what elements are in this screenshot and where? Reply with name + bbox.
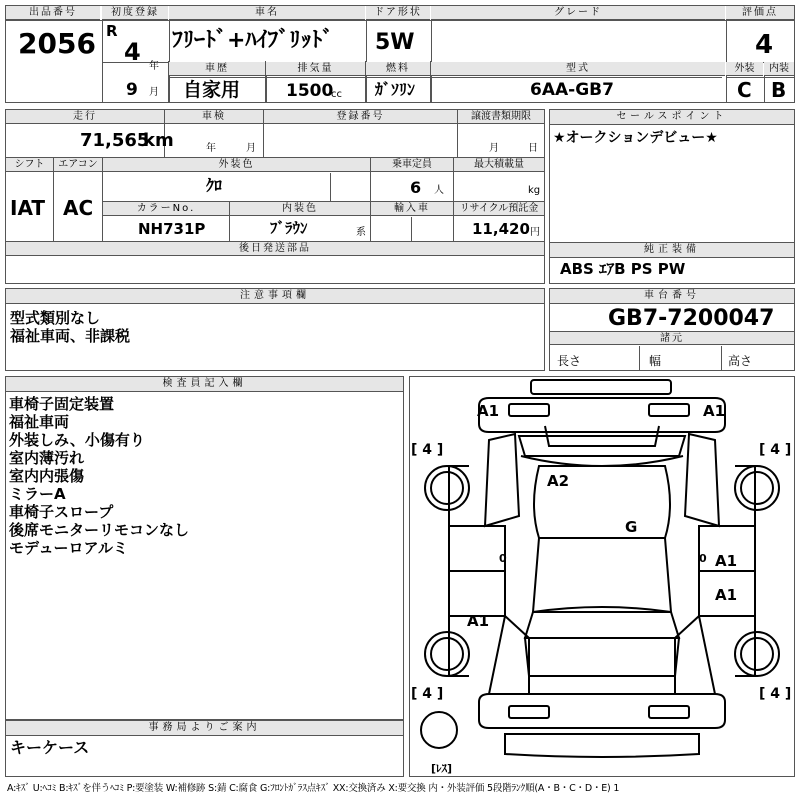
tire-tread: [ 4 ] [759, 442, 792, 458]
ac-label: エアコン [54, 158, 102, 172]
era: R [106, 22, 118, 40]
damage-mark: A1 [477, 402, 500, 420]
int-grade: B [771, 78, 787, 102]
lot-number: 2056 [18, 27, 96, 60]
int-label: 内装 [764, 62, 794, 76]
note-line: 福祉車両、非課税 [10, 327, 131, 345]
car-history: 自家用 [183, 79, 241, 101]
office-label: 事務局よりご案内 [6, 721, 403, 736]
mileage-unit: km [143, 130, 174, 151]
first-reg-label: 初度登録 [102, 6, 168, 20]
disp-label: 排気量 [266, 62, 365, 76]
office-text: キーケース [10, 738, 90, 757]
damage-mark: A1 [703, 402, 726, 420]
month-unit: 月 [149, 87, 159, 98]
fuel-label: 燃料 [366, 62, 430, 76]
displacement: 1500 [286, 81, 334, 101]
inspector-line: モデューロアルミ [9, 539, 128, 557]
color-number: NH731P [138, 220, 206, 238]
transfer-month: 月 [489, 143, 499, 154]
damage-mark: A2 [547, 472, 570, 490]
recycle-unit: 円 [530, 227, 540, 238]
inspector-line: 福祉車両 [9, 413, 70, 431]
mileage-label: 走行 [6, 110, 164, 124]
chassis-number: GB7-7200047 [608, 306, 775, 331]
zero-mark: 0 [499, 552, 507, 565]
mileage: 71,565 [80, 130, 150, 151]
fuel: ｶﾞｿﾘﾝ [375, 80, 416, 99]
spare-tire-text: [ﾚｽ] [431, 762, 453, 775]
tire-tread: [ 4 ] [411, 442, 444, 458]
air-conditioner: AC [63, 196, 94, 220]
inspector-line: 室内薄汚れ [9, 449, 85, 467]
model-label: 型式 [431, 62, 725, 76]
width-label: 幅 [649, 354, 662, 368]
inspect-year: 年 [206, 143, 216, 154]
later-parts-label: 後日発送部品 [6, 242, 544, 256]
score-label: 評価点 [726, 6, 794, 20]
inspect-label: 車検 [165, 110, 263, 124]
damage-mark: A1 [715, 552, 738, 570]
plate-label: 登録番号 [264, 110, 457, 124]
load-label: 最大積載量 [454, 158, 544, 172]
tire-tread: [ 4 ] [411, 686, 444, 702]
inspector-line: 室内内張傷 [9, 467, 85, 485]
transfer-label: 譲渡書類期限 [458, 110, 544, 124]
lot-label: 出品番号 [6, 6, 100, 20]
equipment-items: ABS ｴｱB PS PW [560, 260, 686, 278]
note-line: 型式類別なし [10, 309, 101, 327]
transfer-day: 日 [528, 143, 538, 154]
color-label: 外装色 [103, 158, 370, 172]
exterior-color: ｸﾛ [206, 176, 223, 195]
inspector-line: 車椅子スロープ [9, 503, 114, 521]
recycle-label: リサイクル預託金 [454, 202, 544, 216]
reg-year: 4 [124, 38, 141, 66]
notes-label: 注意事項欄 [6, 289, 544, 304]
inspect-month: 月 [246, 143, 256, 154]
tire-tread: [ 4 ] [759, 686, 792, 702]
recycle-fee: 11,420 [472, 220, 530, 238]
inspector-line: 外装しみ、小傷有り [9, 431, 145, 449]
legend: A:ｷｽﾞ U:ﾍｺﾐ B:ｷｽﾞを伴うﾍｺﾐ P:要塗装 W:補修跡 S:錆 C:腐食 G:ﾌﾛﾝﾄｶﾞﾗｽ点ｷｽﾞ XX:交換済み X:要交換 内・外装評価 5段階ﾗﾝｸ順(A・B・C・D・E) 1 [7, 783, 620, 794]
dims-label: 諸元 [550, 331, 794, 345]
damage-mark: A1 [467, 612, 490, 630]
height-label: 高さ [728, 354, 753, 368]
damage-mark: A1 [715, 586, 738, 604]
car-name: ﾌﾘｰﾄﾞ+ﾊｲﾌﾞﾘｯﾄﾞ [172, 28, 334, 53]
shift-label: シフト [6, 158, 53, 172]
year-unit: 年 [149, 61, 159, 72]
disp-unit: cc [331, 89, 342, 100]
interior-color: ﾌﾞﾗｳﾝ [270, 219, 308, 237]
car-name-label: 車名 [169, 6, 365, 20]
inspector-label: 検査員記入欄 [6, 377, 403, 392]
capacity: 6 [410, 178, 422, 197]
length-label: 長さ [557, 354, 582, 368]
load-unit: kg [528, 185, 541, 196]
capacity-unit: 人 [434, 185, 444, 196]
history-label: 車歴 [169, 62, 265, 76]
reg-month: 9 [126, 80, 138, 100]
chassis-label: 車台番号 [550, 289, 794, 304]
capacity-label: 乗車定員 [371, 158, 453, 172]
int-color-label: 内装色 [230, 202, 370, 216]
int-color-suffix: 系 [356, 227, 366, 238]
overall-score: 4 [755, 30, 774, 60]
door-label: ドア形状 [366, 6, 430, 20]
inspector-line: 後席モニターリモコンなし [9, 521, 190, 539]
grade-label: グレード [431, 6, 725, 20]
sales-point-label: セールスポイント [550, 110, 794, 125]
equipment-label: 純正装備 [550, 243, 794, 258]
car-damage-diagram [409, 376, 795, 777]
inspector-line: 車椅子固定装置 [9, 395, 115, 413]
inspector-line: ミラーA [9, 485, 66, 503]
shift: IAT [10, 196, 46, 220]
sales-point-text: ★オークションデビュー★ [553, 130, 718, 146]
color-no-label: カラーNo. [103, 202, 229, 216]
zero-mark: 0 [699, 552, 707, 565]
door-type: 5W [375, 30, 415, 55]
damage-mark: G [625, 518, 638, 536]
ext-label: 外装 [726, 62, 763, 76]
ext-grade: C [737, 78, 752, 102]
import-label: 輸入車 [371, 202, 453, 216]
model-code: 6AA-GB7 [530, 80, 614, 100]
